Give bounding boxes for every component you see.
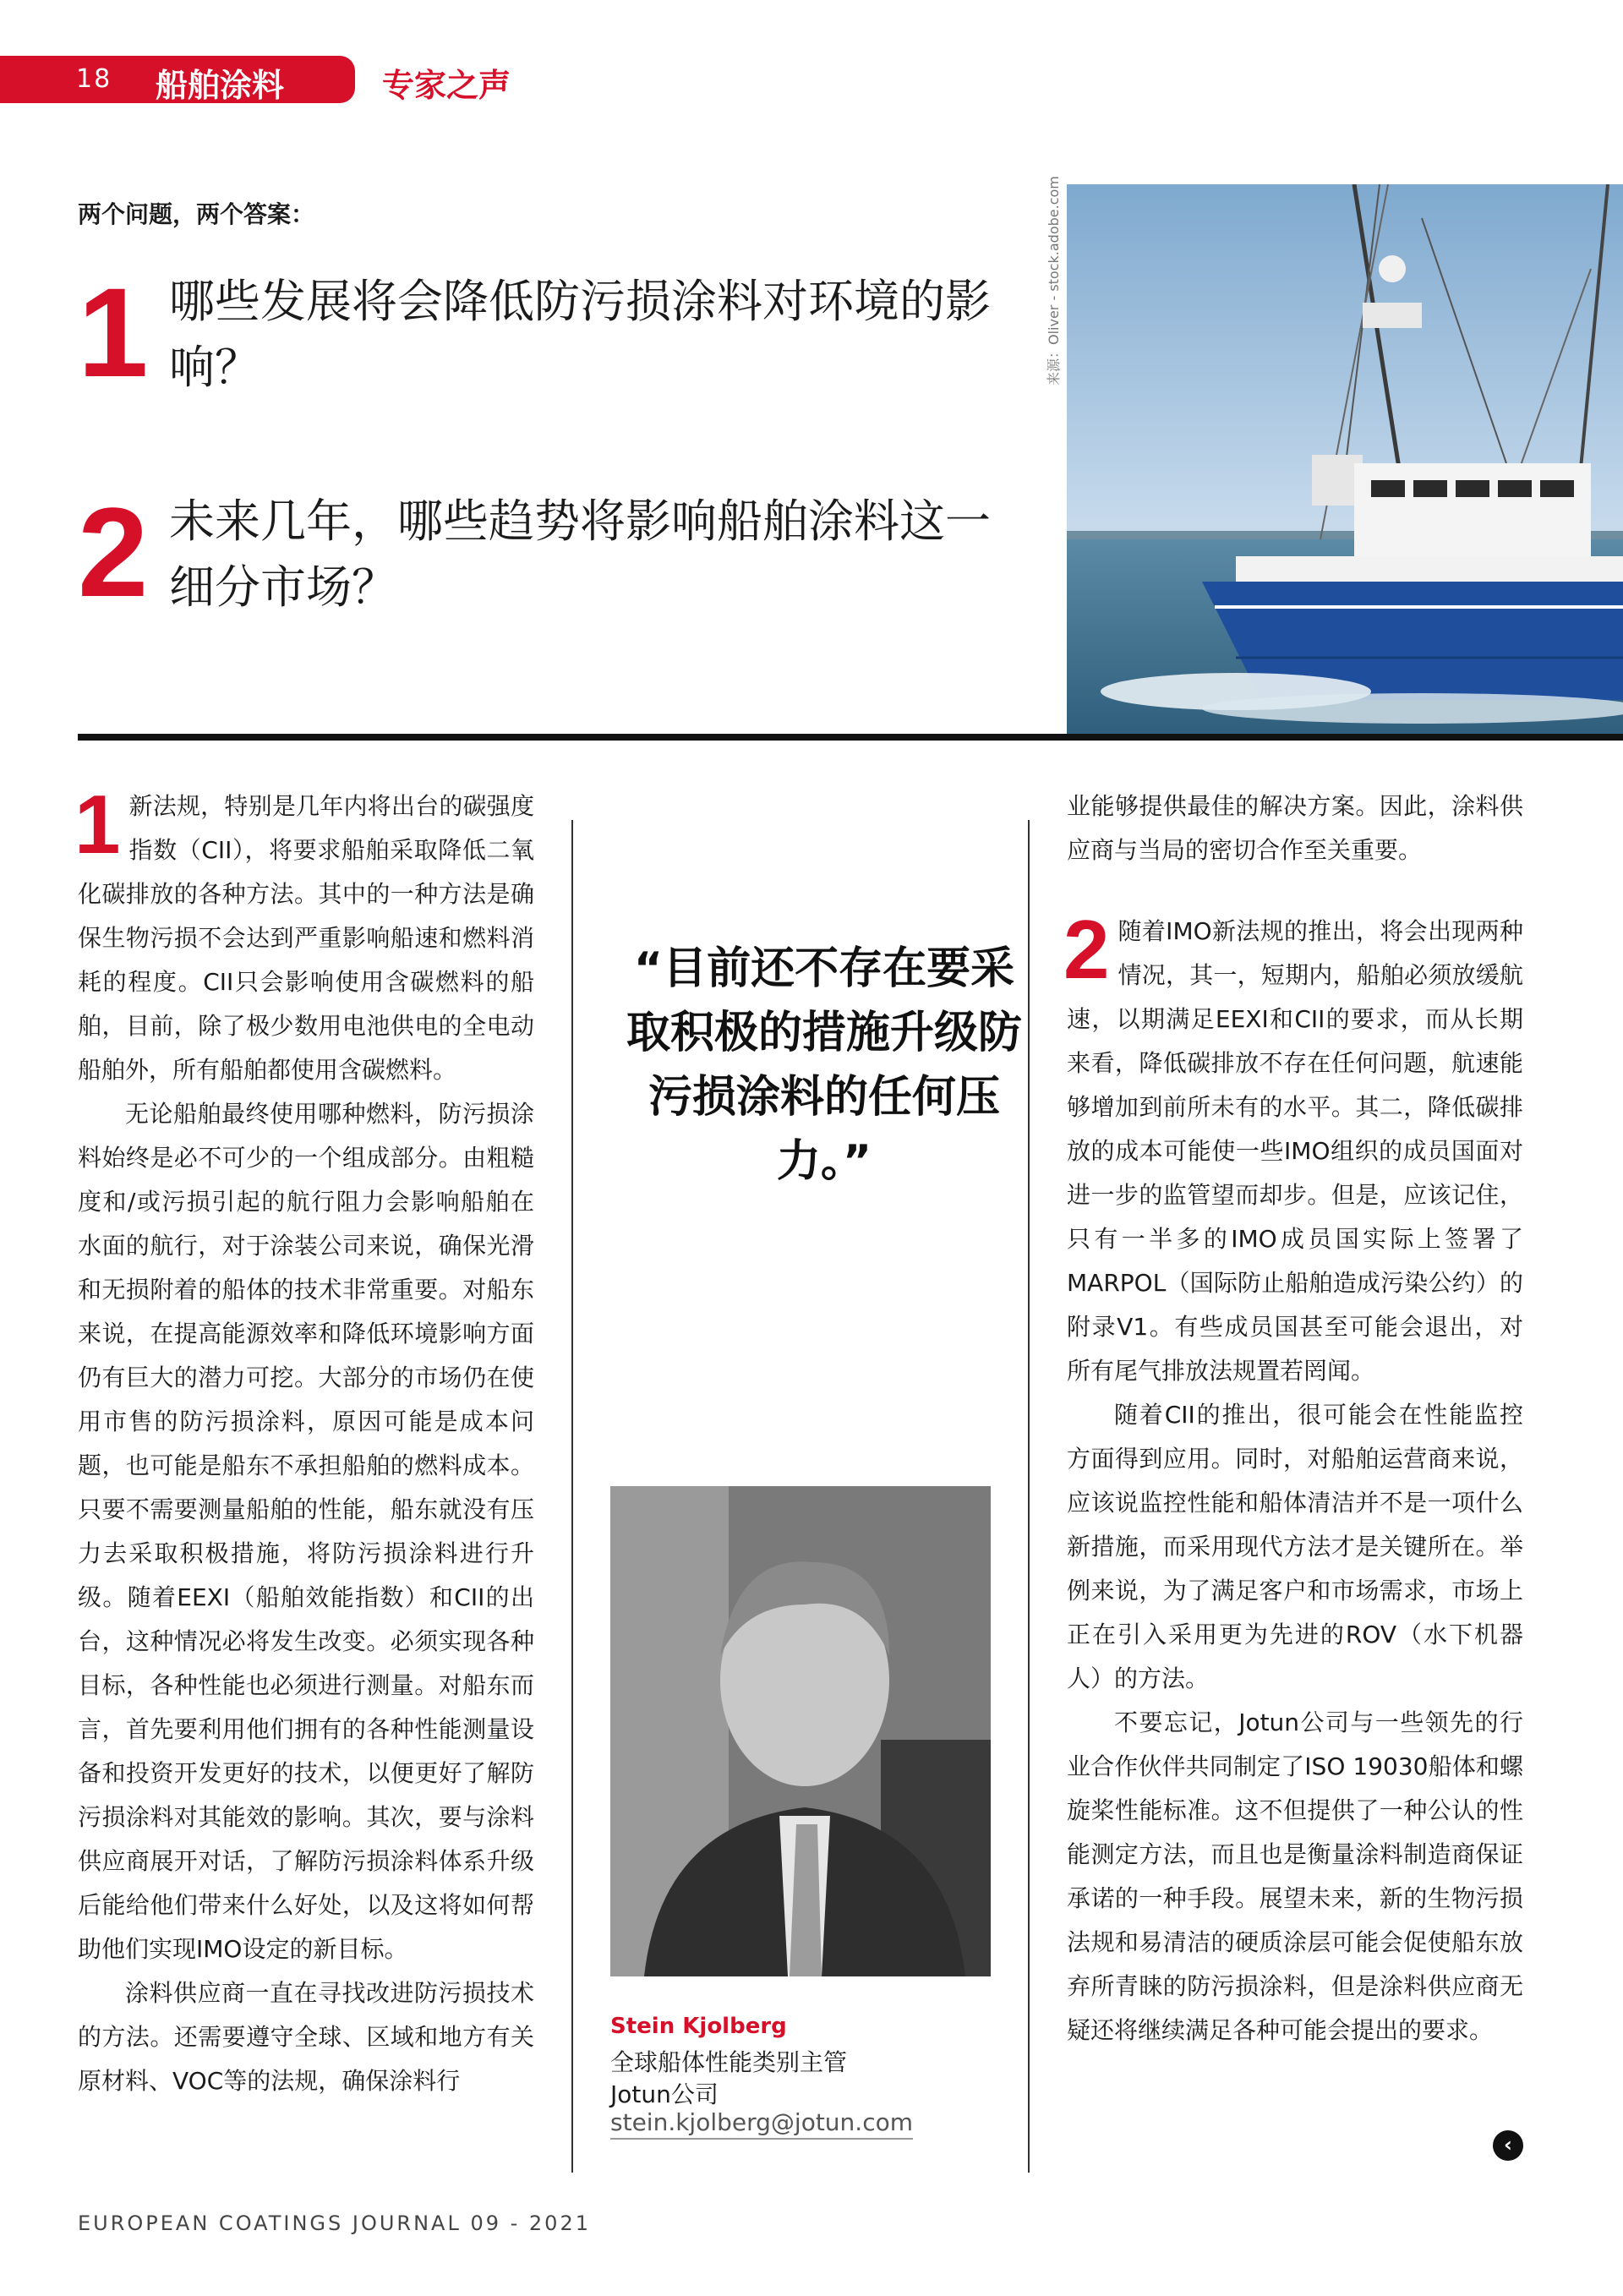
person-name: Stein Kjolberg (610, 2014, 787, 2039)
col1-paragraph-3: 涂料供应商一直在寻找改进防污损技术的方法。还需要遵守全球、区域和地方有关原材料、VOC等的法规，确保涂料行 (78, 1979, 534, 2095)
pull-quote: “目前还不存在要采取积极的措施升级防污损涂料的任何压力。” (626, 943, 1022, 1187)
ship-photo (1067, 184, 1623, 734)
col1-paragraph-2: 无论船舶最终使用哪种燃料，防污损涂料始终是必不可少的一个组成部分。由粗糙度和/或污损引起的航行阻力会影响船舶在水面的航行，对于涂装公司来说，确保光滑和无损附着的船体的技术非常重要。对船东来说，在提高能源效率和降低环境影响方面仍有巨大的潜力可挖。大部分的市场仍在使用市售的防污损涂料，原因可能是成本问题，也可能是船东不承担船舶的燃料成本。只要不需要测量船舶的性能，船东就没有压力去采取积极措施，将防污损涂料进行升级。随着EEXI（船舶效能指数）和CII的出台，这种情况必将发生改变。必须实现各种目标，各种性能也必须进行测量。对船东而言，首先要利用他们拥有的各种性能测量设备和投资开发更好的技术，以便更好了解防污损涂料对其能效的影响。其次，要与涂料供应商展开对话，了解防污损涂料体系升级后能给他们带来什么好处，以及这将如何帮助他们实现IMO设定的新目标。 (78, 1100, 534, 1963)
person-company: Jotun公司 (610, 2080, 719, 2108)
dropcap-2: 2 (1063, 903, 1110, 996)
footer-journal: EUROPEAN COATINGS JOURNAL 09 - 2021 (78, 2211, 591, 2235)
question-number-2: 2 (78, 481, 149, 623)
portrait-photo (610, 1486, 991, 1976)
column-1 (74, 778, 534, 2103)
photo-credit: 来源：Oliver - stock.adobe.com (1046, 176, 1062, 385)
column-3 (1063, 784, 1523, 2053)
col3-paragraph-3: 不要忘记，Jotun公司与一些领先的行业合作伙伴共同制定了ISO 19030船体和螺旋桨性能标准。这不但提供了一种公认的性能测定方法，而且也是衡量涂料制造商保证承诺的一种手段。展望未来，新的生物污损法规和易清洁的硬质涂层可能会促使船东放弃所青睐的防污损涂料，但是涂料供应商无疑还将继续满足各种可能会提出的要求。 (1067, 1708, 1523, 2044)
question-text-1: 哪些发展将会降低防污损涂料对环境的影响？ (169, 275, 991, 394)
section-divider (78, 734, 1623, 741)
person-role: 全球船体性能类别主管 (610, 2048, 848, 2076)
subsection-title: 专家之声 (382, 67, 511, 104)
col3-paragraph-0: 业能够提供最佳的解决方案。因此，涂料供应商与当局的密切合作至关重要。 (1067, 792, 1523, 864)
person-email-link[interactable]: stein.kjolberg@jotun.com (610, 2108, 913, 2140)
col1-paragraph-1: 新法规，特别是几年内将出台的碳强度指数（CII），将要求船舶采取降低二氧化碳排放的各种方法。其中的一种方法是确保生物污损不会达到严重影响船速和燃料消耗的程度。CII只会影响使用含碳燃料的船舶，目前，除了极少数用电池供电的全电动船舶外，所有船舶都使用含碳燃料。 (78, 792, 534, 1084)
section-title: 船舶涂料 (156, 67, 285, 104)
chevron-left-icon[interactable]: ‹ (1493, 2130, 1523, 2161)
dropcap-1: 1 (74, 778, 121, 871)
col3-paragraph-2: 随着CII的推出，很可能会在性能监控方面得到应用。同时，对船舶运营商来说，应该说监控性能和船体清洁并不是一项什么新措施，而采用现代方法才是关键所在。举例来说，为了满足客户和市场需求，市场上正在引入采用更为先进的ROV（水下机器人）的方法。 (1067, 1401, 1523, 1692)
question-number-1: 1 (78, 261, 149, 403)
intro-label: 两个问题，两个答案： (78, 200, 315, 228)
column-divider-left (571, 820, 573, 2173)
col3-paragraph-1: 随着IMO新法规的推出，将会出现两种情况，其一，短期内，船舶必须放缓航速，以期满足EEXI和CII的要求，而从长期来看，降低碳排放不存在任何问题，航速能够增加到前所未有的水平。其二，降低碳排放的成本可能使一些IMO组织的成员国面对进一步的监管望而却步。但是，应该记住，只有一半多的IMO成员国实际上签署了MARPOL（国际防止船舶造成污染公约）的附录V1。有些成员国甚至可能会退出，对所有尾气排放法规置若罔闻。 (1067, 917, 1523, 1385)
question-text-2: 未来几年，哪些趋势将影响船舶涂料这一细分市场？ (169, 495, 991, 614)
page-number: 18 (76, 64, 112, 94)
